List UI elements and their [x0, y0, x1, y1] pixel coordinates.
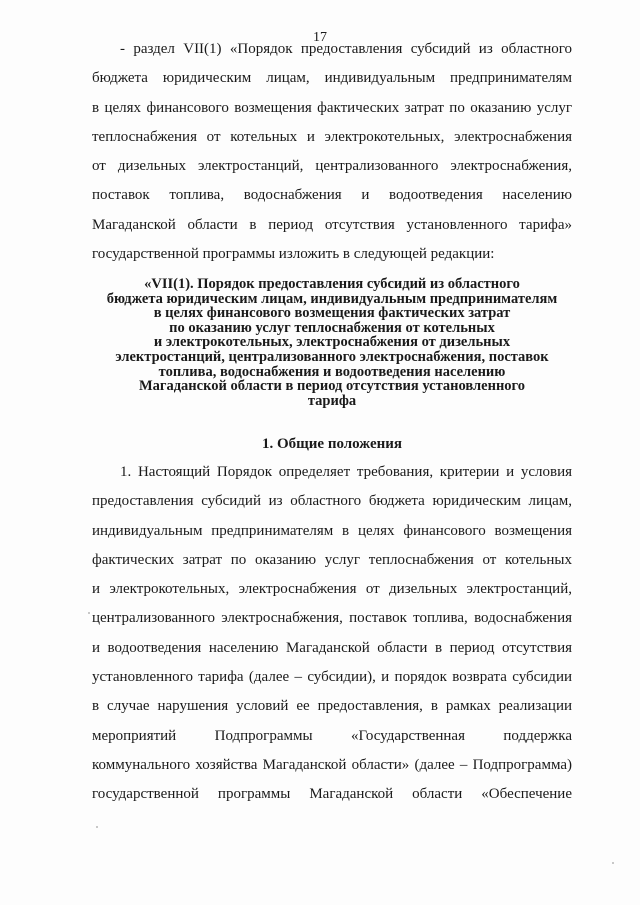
section-title-line: электростанций, централизованного электроснабжения, поставок: [115, 348, 549, 365]
general-provisions-heading: 1. Общие положения: [261, 436, 403, 452]
paragraph-line: централизованного электроснабжения, поставок топлива, водоснабжения: [92, 610, 572, 627]
intro-line: от дизельных электростанций, централизованного электроснабжения,: [92, 158, 572, 175]
intro-line: Магаданской области в период отсутствия установленного тарифа»: [92, 216, 572, 233]
section-title-line: тарифа: [307, 392, 357, 409]
section-title-line: в целях финансового возмещения фактических затрат: [153, 305, 511, 322]
section-title-line: по оказанию услуг теплоснабжения от котельных: [169, 319, 495, 336]
paragraph-line: и электрокотельных, электроснабжения от дизельных электростанций,: [92, 581, 572, 598]
section-title-line: топлива, водоснабжения и водоотведения населению: [158, 363, 506, 380]
intro-paragraph: [92, 41, 572, 275]
paragraph-line: предоставления субсидий из областного бюджета юридическим лицам,: [92, 493, 572, 510]
paragraph-line: индивидуальным предпринимателям в целях финансового возмещения: [92, 522, 572, 539]
section-title-line: бюджета юридическим лицам, индивидуальным предпринимателям: [106, 290, 558, 307]
paragraph-line: и водоотведения населению Магаданской области в период отсутствия: [92, 639, 572, 656]
general-provisions-paragraph: [92, 464, 572, 816]
paragraph-line: государственной программы Магаданской области «Обеспечение: [92, 786, 572, 803]
section-title-line: Магаданской области в период отсутствия установленного: [138, 378, 526, 395]
intro-line: государственной программы изложить в следующей редакции:: [92, 246, 495, 263]
page-number: 17: [313, 30, 327, 45]
paragraph-line: коммунального хозяйства Магаданской области» (далее – Подпрограмма): [92, 756, 572, 773]
paragraph-line: установленного тарифа (далее – субсидии), и порядок возврата субсидии: [92, 669, 572, 686]
scan-speck: [612, 862, 614, 864]
paragraph-line: мероприятий Подпрограммы «Государственная поддержка: [92, 727, 572, 744]
intro-line: бюджета юридическим лицам, индивидуальным предпринимателям: [92, 70, 572, 87]
paragraph-line: 1. Настоящий Порядок определяет требования, критерии и условия: [120, 464, 572, 480]
intro-line: теплоснабжения от котельных и электрокотельных, электроснабжения: [92, 128, 572, 145]
paragraph-line: фактических затрат по оказанию услуг теплоснабжения от котельных: [92, 551, 572, 568]
paragraph-line: в случае нарушения условий ее предоставления, в рамках реализации: [92, 698, 572, 715]
intro-line: поставок топлива, водоснабжения и водоотведения населению: [92, 187, 572, 204]
intro-line: - раздел VII(1) «Порядок предоставления субсидий из областного: [120, 41, 572, 57]
section-title-line: и электрокотельных, электроснабжения от дизельных: [153, 334, 511, 351]
section-title-line: «VII(1). Порядок предоставления субсидий из областного: [144, 276, 520, 292]
scan-speck: [88, 612, 90, 614]
intro-line: в целях финансового возмещения фактических затрат по оказанию услуг: [92, 99, 572, 116]
section-title: [92, 277, 572, 408]
scan-speck: [96, 826, 98, 828]
